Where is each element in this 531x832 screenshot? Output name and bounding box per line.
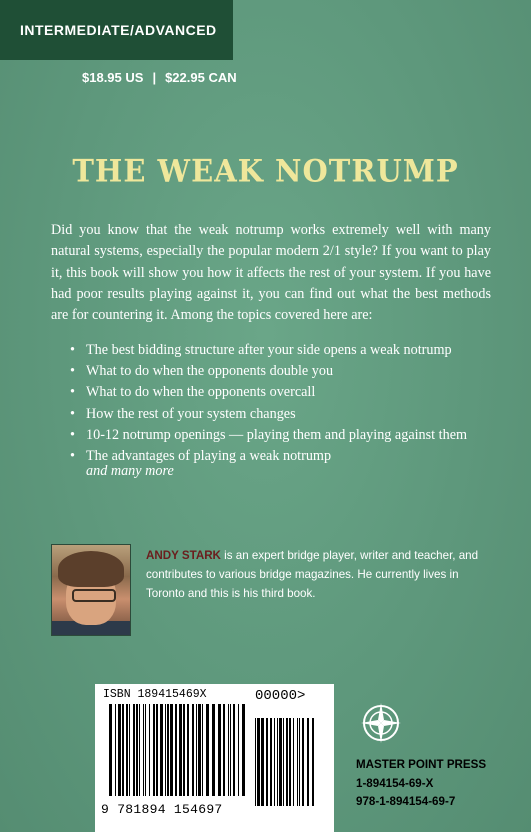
and-many-more: and many more bbox=[86, 463, 174, 479]
bullet-icon: • bbox=[70, 405, 75, 422]
price-separator: | bbox=[152, 70, 157, 85]
isbn-label: ISBN 189415469X bbox=[103, 688, 207, 701]
bullet-icon: • bbox=[70, 426, 75, 443]
author-photo bbox=[51, 544, 131, 636]
author-name: ANDY STARK bbox=[146, 549, 221, 562]
price-line bbox=[82, 70, 237, 85]
intro-paragraph: Did you know that the weak notrump works extremely well with many natural systems, especially the popular modern 2/1 style? If you want to play it, this book will show you how it affects the rest of your system. If you have had poor results playing against it, you can find out what the best methods are for countering it. Among the topics covered here are: bbox=[51, 222, 491, 324]
ean-number: 9 781894 154697 bbox=[101, 802, 223, 817]
price-can: $22.95 CAN bbox=[165, 70, 237, 85]
barcode-panel bbox=[95, 684, 334, 832]
price-us: $18.95 US bbox=[82, 70, 144, 85]
list-item: • What to do when the opponents double you bbox=[70, 361, 500, 382]
barcode-addon bbox=[255, 718, 317, 806]
author-bio bbox=[146, 546, 491, 603]
level-label: INTERMEDIATE/ADVANCED bbox=[20, 22, 217, 38]
author-bio-text: is an expert bridge player, writer and teacher, and contributes to various bridge magazines. He currently lives in Toronto and this is his third book. bbox=[146, 549, 479, 600]
list-item: • What to do when the opponents overcall bbox=[70, 382, 500, 403]
publisher-isbn10: 1-894154-69-X bbox=[356, 776, 434, 790]
bullet-icon: • bbox=[70, 384, 75, 401]
publisher-block bbox=[356, 756, 486, 812]
level-banner bbox=[0, 0, 233, 60]
publisher-name: MASTER POINT PRESS bbox=[356, 758, 487, 771]
list-item: • 10-12 notrump openings — playing them and playing against them bbox=[70, 425, 500, 446]
price-code: 00000> bbox=[255, 688, 306, 704]
list-item: • The advantages of playing a weak notrump bbox=[70, 446, 500, 467]
bullet-icon: • bbox=[70, 363, 75, 380]
bullet-icon: • bbox=[70, 448, 75, 465]
barcode-main bbox=[109, 704, 245, 796]
publisher-isbn13: 978-1-894154-69-7 bbox=[356, 795, 456, 808]
bullet-icon: • bbox=[70, 342, 75, 358]
list-item: • The best bidding structure after your side opens a weak notrump bbox=[70, 340, 500, 361]
compass-logo-icon bbox=[358, 700, 404, 746]
list-item: • How the rest of your system changes bbox=[70, 404, 500, 425]
book-title: THE WEAK NOTRUMP bbox=[72, 153, 459, 189]
topics-list bbox=[70, 340, 500, 467]
